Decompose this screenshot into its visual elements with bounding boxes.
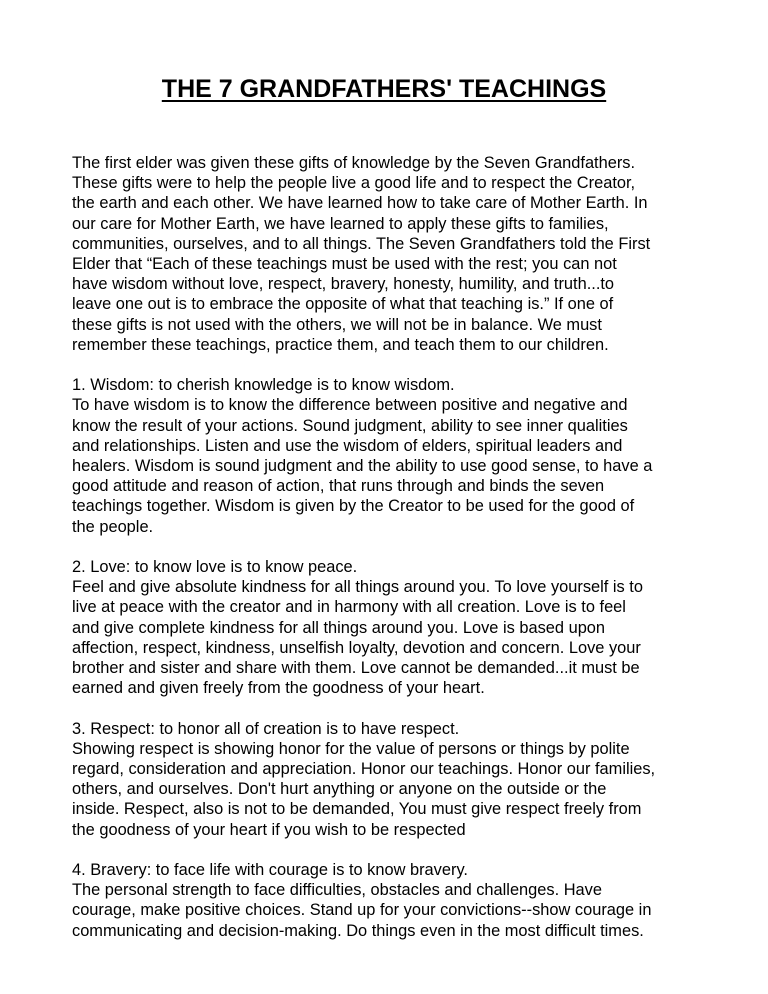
text-line: brother and sister and share with them. Love cannot be demanded...it must be <box>72 659 640 678</box>
document-title <box>0 73 768 105</box>
text-line: affection, respect, kindness, unselfish loyalty, devotion and concern. Love your <box>72 638 641 657</box>
text-line: our care for Mother Earth, we have learned to apply these gifts to families, <box>72 214 609 233</box>
document-body <box>72 153 712 961</box>
text-line: have wisdom without love, respect, bravery, honesty, humility, and truth...to <box>72 275 615 294</box>
text-line: regard, consideration and appreciation. Honor our teachings. Honor our families, <box>72 760 656 779</box>
text-line: Elder that “Each of these teachings must be used with the rest; you can not <box>72 255 617 274</box>
intro-paragraph <box>72 153 712 355</box>
text-line: The first elder was given these gifts of knowledge by the Seven Grandfathers. <box>72 154 636 172</box>
text-line: courage, make positive choices. Stand up for your convictions--show courage in <box>72 901 652 920</box>
text-line: The personal strength to face difficulties, obstacles and challenges. Have <box>72 881 602 900</box>
text-line: remember these teachings, practice them, and teach them to our children. <box>72 335 609 354</box>
teaching-section <box>72 860 712 941</box>
text-line: earned and given freely from the goodness of your heart. <box>72 679 485 698</box>
text-line: the people. <box>72 517 154 536</box>
teachings-sections <box>72 375 712 941</box>
text-line: the goodness of your heart if you wish to be respected <box>72 820 466 839</box>
text-line: and relationships. Listen and use the wisdom of elders, spiritual leaders and <box>72 436 623 455</box>
text-line: 4. Bravery: to face life with courage is to know bravery. <box>72 861 468 880</box>
text-line: Showing respect is showing honor for the value of persons or things by polite <box>72 739 630 758</box>
text-line: these gifts is not used with the others, we will not be in balance. We must <box>72 315 602 334</box>
teaching-section <box>72 375 712 537</box>
text-line: 3. Respect: to honor all of creation is to have respect. <box>72 719 460 738</box>
text-line: live at peace with the creator and in harmony with all creation. Love is to feel <box>72 598 626 617</box>
teaching-section <box>72 719 712 840</box>
text-line: healers. Wisdom is sound judgment and the ability to use good sense, to have a <box>72 457 653 476</box>
text-line: others, and ourselves. Don't hurt anything or anyone on the outside or the <box>72 780 607 799</box>
text-line: 2. Love: to know love is to know peace. <box>72 558 358 577</box>
text-line: To have wisdom is to know the difference between positive and negative and <box>72 396 628 415</box>
text-line: inside. Respect, also is not to be demanded, You must give respect freely from <box>72 800 642 819</box>
text-line: leave one out is to embrace the opposite of what that teaching is.” If one of <box>72 295 614 314</box>
text-line: and give complete kindness for all things around you. Love is based upon <box>72 618 606 637</box>
text-line: good attitude and reason of action, that runs through and binds the seven <box>72 477 605 496</box>
text-line: know the result of your actions. Sound judgment, ability to see inner qualities <box>72 416 628 435</box>
text-line: teachings together. Wisdom is given by the Creator to be used for the good of <box>72 497 635 516</box>
text-line: communities, ourselves, and to all things. The Seven Grandfathers told the First <box>72 234 651 253</box>
text-line: Feel and give absolute kindness for all things around you. To love yourself is to <box>72 578 643 597</box>
text-line: 1. Wisdom: to cherish knowledge is to know wisdom. <box>72 376 455 395</box>
document-title-text: THE 7 GRANDFATHERS' TEACHINGS <box>161 75 607 103</box>
teaching-section <box>72 557 712 698</box>
text-line: the earth and each other. We have learned how to take care of Mother Earth. In <box>72 194 648 213</box>
text-line: communicating and decision-making. Do things even in the most difficult times. <box>72 921 644 940</box>
text-line: These gifts were to help the people live a good life and to respect the Creator, <box>72 174 636 193</box>
